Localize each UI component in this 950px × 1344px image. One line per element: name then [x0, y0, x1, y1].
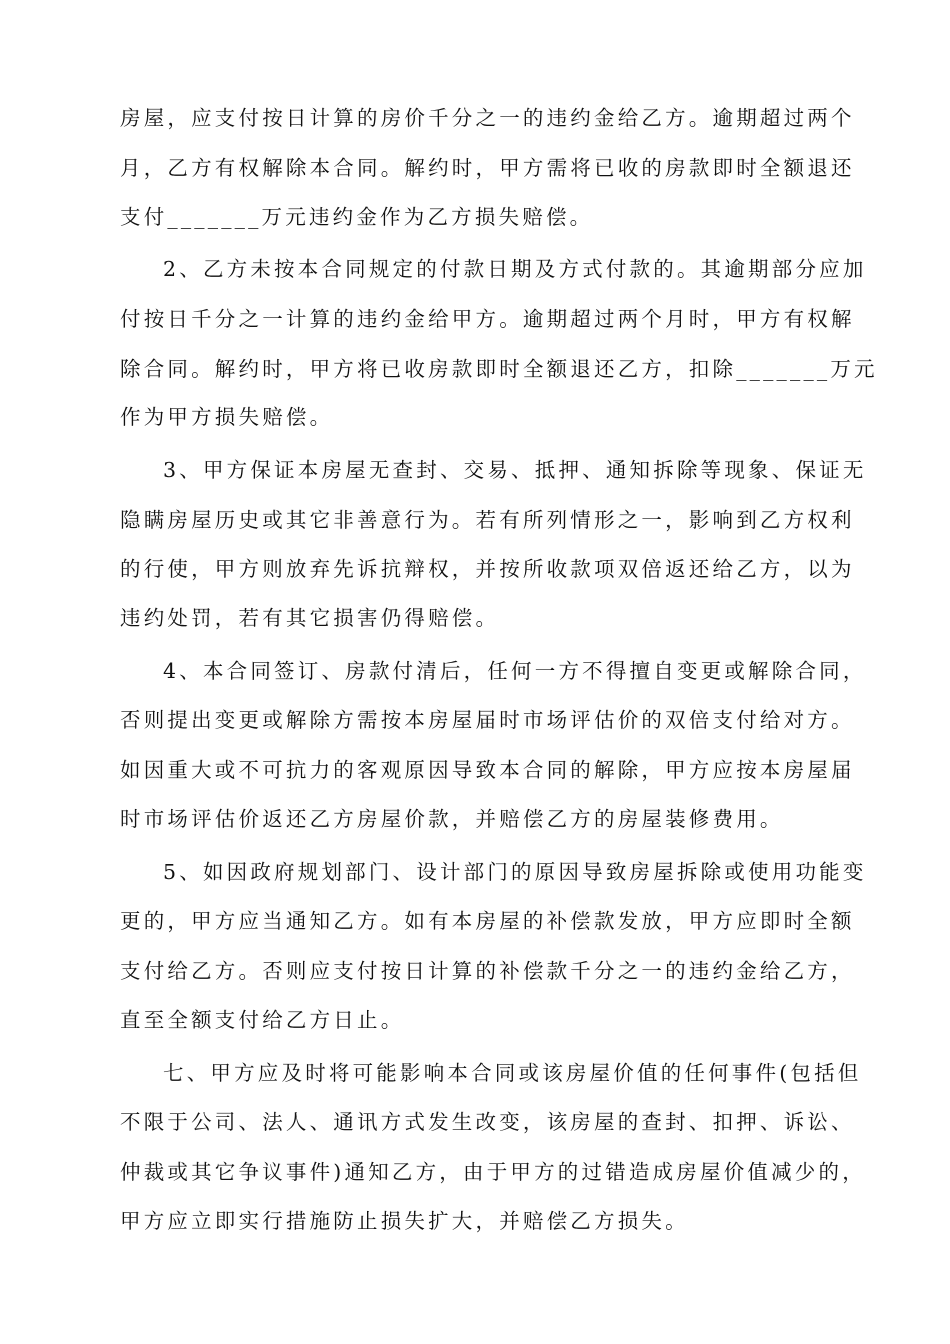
text-line: 七、甲方应及时将可能影响本合同或该房屋价值的任何事件(包括但 [163, 1061, 862, 1085]
text-line: 付按日千分之一计算的违约金给甲方。逾期超过两个月时，甲方有权解 [120, 307, 855, 331]
text-line: 直至全额支付给乙方日止。 [120, 1008, 405, 1032]
text-line: 时市场评估价返还乙方房屋价款，并赔偿乙方的房屋装修费用。 [120, 807, 784, 831]
text-line: 房屋，应支付按日计算的房价千分之一的违约金给乙方。逾期超过两个 [120, 106, 855, 130]
text-line: 隐瞒房屋历史或其它非善意行为。若有所列情形之一，影响到乙方权利 [120, 508, 855, 532]
text-line: 如因重大或不可抗力的客观原因导致本合同的解除，甲方应按本房屋届 [120, 758, 855, 782]
text-line: 支付_______万元违约金作为乙方损失赔偿。 [120, 205, 594, 229]
text-line: 4、本合同签订、房款付清后，任何一方不得擅自变更或解除合同， [163, 659, 867, 683]
text-line: 2、乙方未按本合同规定的付款日期及方式付款的。其逾期部分应加 [163, 257, 867, 281]
text-line: 否则提出变更或解除方需按本房屋届时市场评估价的双倍支付给对方。 [120, 708, 855, 732]
text-line: 月，乙方有权解除本合同。解约时，甲方需将已收的房款即时全额退还 [120, 156, 855, 180]
text-line: 3、甲方保证本房屋无查封、交易、抵押、通知拆除等现象、保证无 [163, 458, 867, 482]
text-line: 仲裁或其它争议事件)通知乙方，由于甲方的过错造成房屋价值减少的， [120, 1160, 866, 1184]
text-line: 支付给乙方。否则应支付按日计算的补偿款千分之一的违约金给乙方， [120, 959, 855, 983]
text-line: 除合同。解约时，甲方将已收房款即时全额退还乙方，扣除_______万元 [120, 357, 878, 381]
text-line: 作为甲方损失赔偿。 [120, 405, 334, 429]
text-line: 的行使，甲方则放弃先诉抗辩权，并按所收款项双倍返还给乙方，以为 [120, 557, 855, 581]
text-line: 更的，甲方应当通知乙方。如有本房屋的补偿款发放，甲方应即时全额 [120, 909, 855, 933]
text-line: 5、如因政府规划部门、设计部门的原因导致房屋拆除或使用功能变 [163, 860, 867, 884]
text-line: 不限于公司、法人、通讯方式发生改变，该房屋的查封、扣押、诉讼、 [120, 1110, 855, 1134]
text-line: 甲方应立即实行措施防止损失扩大，并赔偿乙方损失。 [120, 1209, 689, 1233]
text-line: 违约处罚，若有其它损害仍得赔偿。 [120, 606, 500, 630]
